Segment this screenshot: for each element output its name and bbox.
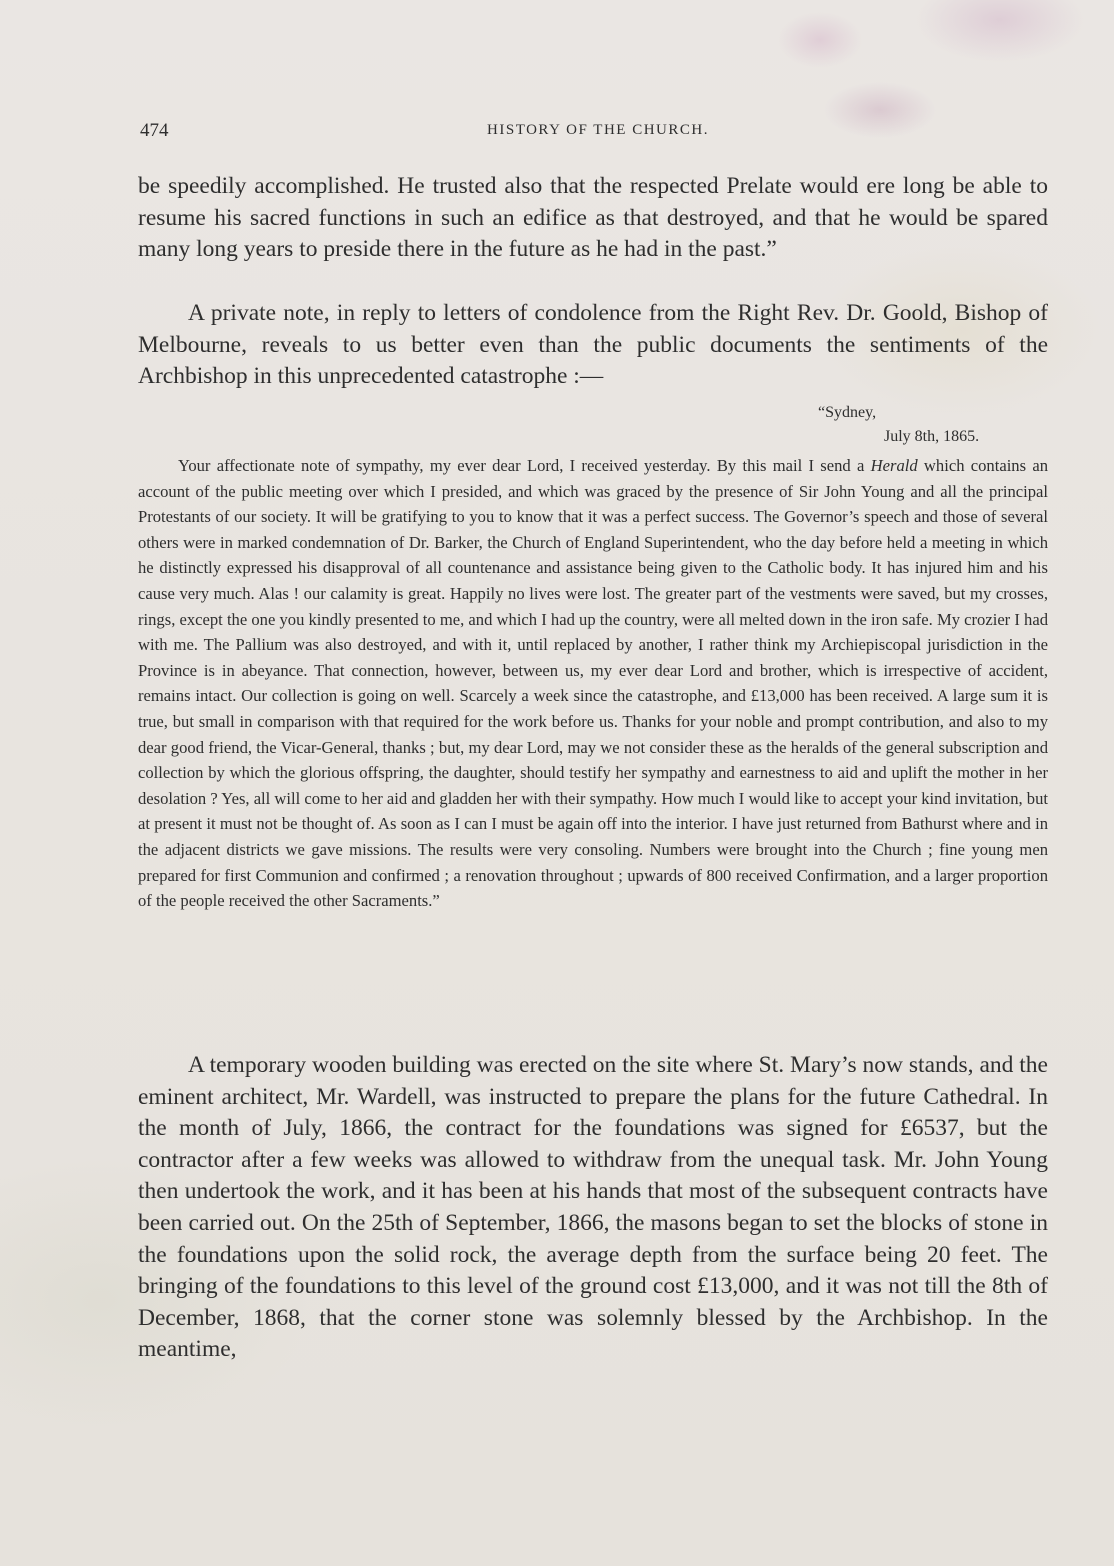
paragraph-continued: be speedily accomplished. He trusted also that the respected Prelate would ere long be able to resume his sacred functions in such an edifice as that destroyed, and that he would be spared many long years to preside there in the future as he had in the past.”	[138, 173, 1048, 263]
page-number: 474	[140, 120, 169, 141]
paragraph-private-note: A private note, in reply to letters of condolence from the Right Rev. Dr. Goold, Bishop of Melbourne, reveals to us better even than the public documents the sentiments of the Archbishop in this unprecedented catastrophe :—	[138, 300, 1048, 390]
letter-body	[138, 453, 1048, 914]
letter-text-part-2: which contains an account of the public meeting over which I presided, and which was graced by the presence of Sir John Young and all the principal Protestants of our society. It will be gratifying to you to know that it was a perfect success. The Governor’s speech and those of several others were in marked condemnation of Dr. Barker, the Church of England Superintendent, who the day before held a meeting in which he distinctly expressed his disapproval of all countenance and assistance being given to the Catholic body. It has injured him and his cause very much. Alas ! our calamity is great. Happily no lives were lost. The greater part of the vestments were saved, but my crosses, rings, except the one you kindly presented to me, and which I had up the country, were all melted down in the iron safe. My crozier I had with me. The Pallium was also destroyed, and with it, until replaced by another, I rather think my Archiepiscopal jurisdiction in the Province is in abeyance. That connection, however, between us, my ever dear Lord and brother, which is irrespective of accident, remains intact. Our collection is going on well. Scarcely a week since the catastrophe, and £13,000 has been received. A large sum it is true, but small in comparison with that required for the work before us. Thanks for your noble and prompt contribution, and also to my dear good friend, the Vicar-General, thanks ; but, my dear Lord, may we not consider these as the heralds of the general subscription and collection by which the glorious offspring, the daughter, should testify her sympathy and earnestness to aid and uplift the mother in her desolation ? Yes, all will come to her aid and gladden her with their sympathy. How much I would like to accept your kind invitation, but at present it must not be thought of. As soon as I can I must be again off into the interior. I have just returned from Bathurst where and in the adjacent districts we gave missions. The results were very consoling. Numbers were brought into the Church ; fine young men prepared for first Communion and confirmed ; a renovation throughout ; upwards of 800 received Confirmation, and a larger proportion of the people received the other Sacraments.”	[138, 456, 1049, 911]
paragraph-cathedral: A temporary wooden building was erected on the site where St. Mary’s now stands, and the eminent architect, Mr. Wardell, was instructed to prepare the plans for the future Cathedral. In the month of July, 1866, the contract for the foundations was signed for £6537, but the contractor after a few weeks was allowed to withdraw from the unequal task. Mr. John Young then undertook the work, and it has been at his hands that most of the subsequent contracts have been carried out. On the 25th of September, 1866, the masons began to set the blocks of stone in the foundations upon the solid rock, the average depth from the surface being 20 feet. The bringing of the foundations to this level of the ground cost £13,000, and it was not till the 8th of December, 1868, that the corner stone was solemnly blessed by the Archbishop. In the meantime,	[138, 1052, 1048, 1363]
running-head: HISTORY OF THE CHURCH.	[487, 122, 709, 138]
letter-date: July 8th, 1865.	[884, 428, 980, 445]
letter-italic-herald: Herald	[870, 456, 918, 475]
page-header	[140, 120, 1048, 150]
letter-location: “Sydney,	[818, 404, 877, 421]
letter-text-part-1: Your affectionate note of sympathy, my ever dear Lord, I received yesterday. By this mail I send a	[178, 456, 871, 475]
